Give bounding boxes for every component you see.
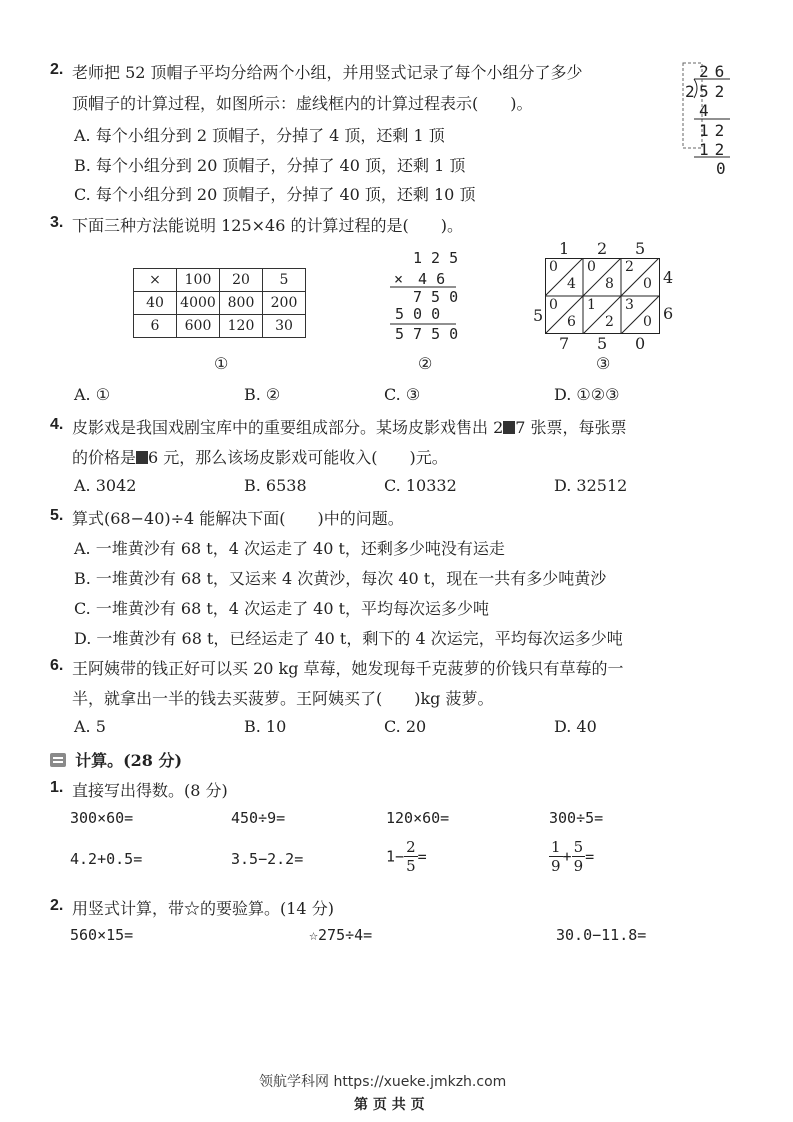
lattice-cell-tens: 0 bbox=[549, 259, 558, 275]
blank-square-icon bbox=[136, 451, 148, 464]
lattice-bottom-digit: 7 bbox=[559, 334, 570, 353]
lattice-right-digit: 6 bbox=[663, 304, 674, 323]
option-a: A. 每个小组分到 2 顶帽子，分掉了 4 顶，还剩 1 顶 bbox=[74, 126, 445, 145]
figure-label: ③ bbox=[596, 354, 611, 373]
calc-item-fraction bbox=[386, 838, 427, 875]
lattice-cell-ones: 0 bbox=[643, 314, 652, 330]
option-a: A. 一堆黄沙有 68 t，4 次运走了 40 t，还剩多少吨没有运走 bbox=[74, 539, 505, 558]
calc-item: 30.0−11.8= bbox=[556, 926, 647, 944]
table-cell: 30 bbox=[263, 315, 306, 338]
partial-product: 5 0 0 bbox=[395, 305, 441, 323]
table-cell: 200 bbox=[263, 292, 306, 315]
question-number: 4. bbox=[50, 416, 64, 433]
partial-product: 7 5 0 bbox=[413, 288, 459, 306]
question-number: 2. bbox=[50, 897, 64, 914]
lattice-cell-tens: 0 bbox=[587, 259, 596, 275]
lattice-cell-ones: 8 bbox=[605, 276, 614, 292]
lattice-right-digit: 4 bbox=[663, 268, 674, 287]
question-text: 用竖式计算，带☆的要验算。(14 分) bbox=[72, 899, 334, 918]
table-cell: 4000 bbox=[177, 292, 220, 315]
option-a: A. 5 bbox=[74, 717, 106, 736]
division-step: 4 bbox=[699, 101, 709, 120]
question-text: 算式(68−40)÷4 能解决下面( )中的问题。 bbox=[72, 509, 404, 528]
multiplication-table bbox=[133, 268, 306, 338]
option-b: B. 每个小组分到 20 顶帽子，分掉了 40 顶，还剩 1 顶 bbox=[74, 156, 466, 175]
lattice-cell-ones: 2 bbox=[605, 314, 614, 330]
option-d: D. 32512 bbox=[554, 476, 628, 495]
calc-item: 4.2+0.5= bbox=[70, 850, 143, 868]
calc-item: 300÷5= bbox=[549, 809, 604, 827]
question-number: 2. bbox=[50, 61, 64, 78]
question-text: 半，就拿出一半的钱去买菠萝。王阿姨买了( )kg 菠萝。 bbox=[72, 689, 494, 708]
question-text: 下面三种方法能说明 125×46 的计算过程的是( )。 bbox=[72, 216, 463, 235]
calc-item: ☆275÷4= bbox=[309, 926, 373, 944]
figure-label: ② bbox=[418, 354, 433, 373]
option-d: D. ①②③ bbox=[554, 385, 620, 404]
table-cell: 800 bbox=[220, 292, 263, 315]
figure-label: ① bbox=[214, 354, 229, 373]
product: 5 7 5 0 bbox=[395, 325, 459, 343]
option-b: B. ② bbox=[244, 385, 281, 404]
question-number: 1. bbox=[50, 779, 64, 796]
calc-text: = bbox=[417, 847, 427, 866]
section-header bbox=[50, 748, 182, 771]
calc-text: = bbox=[585, 847, 595, 866]
lattice-top-digit: 2 bbox=[597, 239, 608, 258]
fraction-denominator: 9 bbox=[573, 857, 584, 875]
question-text: 王阿姨带的钱正好可以买 20 kg 草莓，她发现每千克菠萝的价钱只有草莓的一 bbox=[72, 659, 624, 678]
blank-square-icon bbox=[503, 421, 515, 434]
fraction-numerator: 1 bbox=[551, 838, 561, 856]
option-b: B. 6538 bbox=[244, 476, 307, 495]
question-text-part: 的价格是 bbox=[72, 448, 137, 467]
lattice-cell-tens: 1 bbox=[587, 297, 596, 313]
calc-item: 450÷9= bbox=[231, 809, 286, 827]
section-three-icon bbox=[50, 753, 66, 767]
table-cell: × bbox=[134, 269, 177, 292]
fraction-numerator: 5 bbox=[573, 838, 584, 856]
calc-item: 3.5−2.2= bbox=[231, 850, 304, 868]
question-text-part: 6 元，那么该场皮影戏可能收入( )元。 bbox=[148, 448, 448, 467]
section-title: 计算。(28 分) bbox=[75, 751, 183, 770]
calc-item: 120×60= bbox=[386, 809, 450, 827]
table-cell: 6 bbox=[134, 315, 177, 338]
lattice-top-digit: 1 bbox=[559, 239, 570, 258]
calc-item: 560×15= bbox=[70, 926, 134, 944]
quotient: 26 bbox=[699, 62, 731, 81]
calc-item: 300×60= bbox=[70, 809, 134, 827]
table-cell: 5 bbox=[263, 269, 306, 292]
question-number: 5. bbox=[50, 507, 64, 524]
lattice-cell-tens: 2 bbox=[625, 259, 634, 275]
division-step: 12 bbox=[699, 121, 731, 140]
option-b: B. 一堆黄沙有 68 t，又运来 4 次黄沙，每次 40 t，现在一共有多少吨黄沙 bbox=[74, 569, 607, 588]
watermark: 领航学科网 https://xueke.jmkzh.com bbox=[259, 1074, 507, 1090]
question-text bbox=[72, 445, 448, 468]
lattice-cell-ones: 4 bbox=[567, 276, 576, 292]
lattice-top-digit: 5 bbox=[635, 239, 646, 258]
divisor: 2 bbox=[685, 82, 695, 101]
calc-item-fraction bbox=[549, 838, 594, 875]
question-number: 3. bbox=[50, 214, 64, 231]
division-step: 12 bbox=[699, 140, 731, 159]
option-d: D. 40 bbox=[554, 717, 597, 736]
option-a: A. 3042 bbox=[74, 476, 137, 495]
lattice-cell-tens: 0 bbox=[549, 297, 558, 313]
option-c: C. 20 bbox=[384, 717, 427, 736]
lattice-cell-ones: 6 bbox=[567, 314, 576, 330]
multiplicand: 1 2 5 bbox=[413, 249, 459, 267]
lattice-cell-tens: 3 bbox=[625, 297, 634, 313]
fraction-denominator: 9 bbox=[551, 857, 561, 875]
calc-text: 1− bbox=[386, 847, 405, 866]
option-c: C. 10332 bbox=[384, 476, 457, 495]
multiplier: × 4 6 bbox=[394, 270, 446, 288]
question-text: 直接写出得数。(8 分) bbox=[72, 781, 228, 800]
option-c: C. ③ bbox=[384, 385, 421, 404]
remainder: 0 bbox=[716, 159, 726, 178]
question-number: 6. bbox=[50, 657, 64, 674]
lattice-left-digit: 5 bbox=[533, 306, 544, 325]
fraction-denominator: 5 bbox=[406, 857, 416, 875]
option-a: A. ① bbox=[74, 385, 111, 404]
lattice-bottom-digit: 0 bbox=[635, 334, 646, 353]
option-c: C. 每个小组分到 20 顶帽子，分掉了 40 顶，还剩 10 顶 bbox=[74, 185, 476, 204]
question-text: 顶帽子的计算过程，如图所示：虚线框内的计算过程表示( )。 bbox=[72, 94, 533, 113]
option-b: B. 10 bbox=[244, 717, 287, 736]
table-cell: 40 bbox=[134, 292, 177, 315]
question-text: 老师把 52 顶帽子平均分给两个小组，并用竖式记录了每个小组分了多少 bbox=[72, 63, 583, 82]
table-cell: 120 bbox=[220, 315, 263, 338]
fraction-numerator: 2 bbox=[406, 838, 416, 856]
question-text-part: 皮影戏是我国戏剧宝库中的重要组成部分。某场皮影戏售出 2 bbox=[72, 418, 504, 437]
option-c: C. 一堆黄沙有 68 t，4 次运走了 40 t，平均每次运多少吨 bbox=[74, 599, 490, 618]
option-d: D. 一堆黄沙有 68 t，已经运走了 40 t，剩下的 4 次运完，平均每次运多少吨 bbox=[74, 629, 623, 648]
page-number: 第 页 共 页 bbox=[354, 1097, 425, 1113]
question-text bbox=[72, 415, 627, 438]
table-cell: 100 bbox=[177, 269, 220, 292]
question-text-part: 7 张票，每张票 bbox=[515, 418, 627, 437]
lattice-bottom-digit: 5 bbox=[597, 334, 608, 353]
table-cell: 600 bbox=[177, 315, 220, 338]
table-cell: 20 bbox=[220, 269, 263, 292]
calc-text: + bbox=[562, 847, 572, 866]
dividend: 52 bbox=[699, 82, 731, 101]
lattice-cell-ones: 0 bbox=[643, 276, 652, 292]
